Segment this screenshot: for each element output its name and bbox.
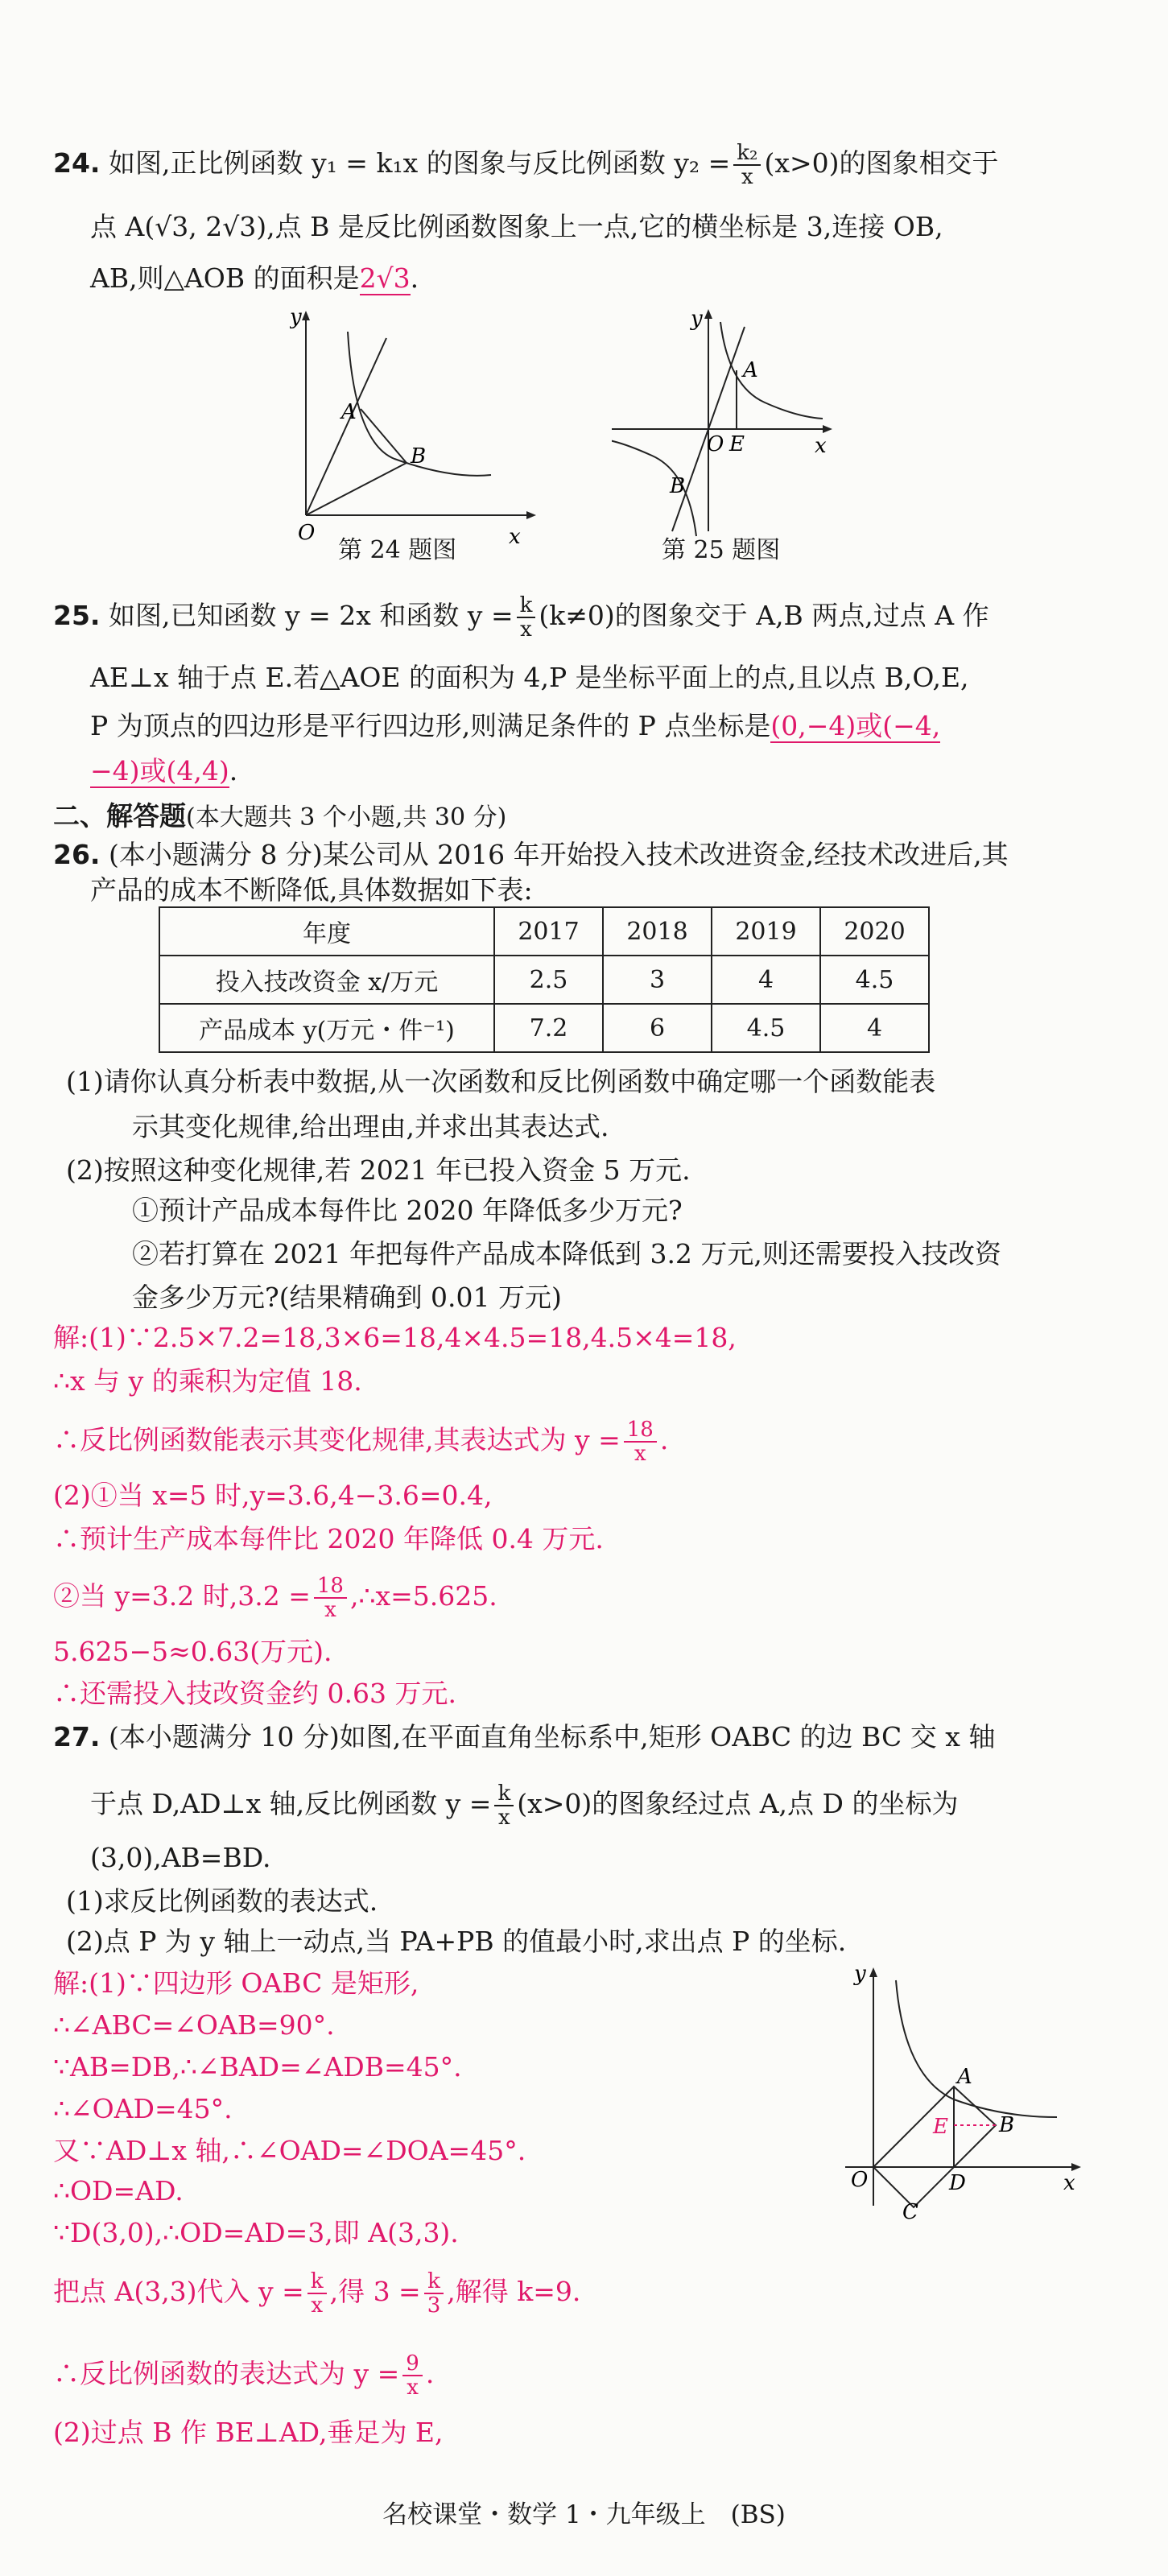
fig25-label-a: A [743, 358, 758, 382]
fig27-label-b: B [999, 2113, 1015, 2137]
q26-fraction-18-over-x: $\frac{18}{x}$ [624, 1418, 657, 1465]
q27-solution-line-4: ∴∠OAD=45°. [53, 2093, 233, 2124]
fig27-label-a: A [957, 2065, 972, 2089]
figure-27 [841, 1956, 1099, 2222]
table-cell: 年度 [159, 907, 494, 956]
q26-part-1-line-2: 示其变化规律,给出理由,并求出其表达式. [132, 1111, 609, 1142]
q27-fraction-9-over-x: $\frac{9}{x}$ [402, 2352, 423, 2399]
q25-line-2: AE⊥x 轴于点 E.若△AOE 的面积为 4,P 是坐标平面上的点,且以点 B,O,E, [90, 662, 969, 693]
q26-solution-line-2: ∴x 与 y 的乘积为定值 18. [53, 1365, 362, 1397]
fig25-caption: 第 25 题图 [662, 536, 781, 564]
fig27-label-y: y [854, 1962, 866, 1986]
table-cell: 投入技改资金 x/万元 [159, 956, 494, 1004]
q27-part-2: (2)点 P 为 y 轴上一动点,当 PA+PB 的值最小时,求出点 P 的坐标. [66, 1926, 847, 1957]
q27-part-1: (1)求反比例函数的表达式. [66, 1885, 378, 1917]
q26-data-table [159, 906, 930, 1053]
fig25-label-e: E [729, 432, 745, 456]
q27-solution-line-7: ∵D(3,0),∴OD=AD=3,即 A(3,3). [53, 2217, 459, 2248]
q26-solution-line-3: ∴反比例函数能表示其变化规律,其表达式为 y = $\frac{18}{x}$ . [53, 1418, 669, 1466]
fig24-line-oa [306, 338, 386, 515]
fig24-y-arrow [302, 311, 310, 320]
q26-part-2-sub-1: ①预计产品成本每件比 2020 年降低多少万元? [132, 1195, 683, 1226]
q25-line-4: −4)或(4,4). [90, 755, 238, 786]
q25-line-1: 25. 如图,已知函数 y = 2x 和函数 y = $\frac{k}{x}$ (k≠0)的图象交于 A,B 两点,过点 A 作 [53, 593, 989, 642]
q24-line-2: 点 A(√3, 2√3),点 B 是反比例函数图象上一点,它的横坐标是 3,连接 OB, [90, 211, 943, 242]
table-cell: 2019 [712, 907, 820, 956]
q24-number: 24. [53, 147, 101, 179]
q27-fraction-k-over-x-2: $\frac{k}{x}$ [307, 2270, 327, 2317]
q27-solution-line-3: ∵AB=DB,∴∠BAD=∠ADB=45°. [53, 2051, 462, 2083]
q26-line-1: 26. (本小题满分 8 分)某公司从 2016 年开始投入技术改进资金,经技术改进后,其 [53, 839, 1009, 870]
q26-solution-line-7: 5.625−5≈0.63(万元). [53, 1636, 332, 1667]
table-cell: 4 [820, 1004, 929, 1052]
table-cell: 7.2 [494, 1004, 603, 1052]
q26-part-1-line-1: (1)请你认真分析表中数据,从一次函数和反比例函数中确定哪一个函数能表 [66, 1066, 936, 1097]
q27-solution-line-6: ∴OD=AD. [53, 2175, 184, 2207]
q25-answer-part-1: (0,−4)或(−4, [770, 710, 941, 741]
table-cell: 4.5 [712, 1004, 820, 1052]
fig27-label-d: D [949, 2171, 966, 2195]
table-cell: 2018 [603, 907, 712, 956]
figure-25 [612, 298, 877, 539]
q27-solution-line-10: (2)过点 B 作 BE⊥AD,垂足为 E, [53, 2417, 444, 2448]
fig27-rectangle-oabc [873, 2087, 996, 2207]
fig25-label-y: y [691, 307, 703, 331]
q27-solution-line-1: 解:(1)∵四边形 OABC 是矩形, [53, 1967, 419, 1999]
q27-fraction-k-over-x: $\frac{k}{x}$ [494, 1782, 514, 1829]
q27-line-2: 于点 D,AD⊥x 轴,反比例函数 y = $\frac{k}{x}$ (x>0)的图象经过点 A,点 D 的坐标为 [90, 1781, 959, 1830]
q26-number: 26. [53, 839, 101, 870]
q27-line-1: 27. (本小题满分 10 分)如图,在平面直角坐标系中,矩形 OABC 的边 BC 交 x 轴 [53, 1721, 996, 1752]
fig24-segment-ab [361, 409, 407, 463]
q26-part-2-sub-2-line-2: 金多少万元?(结果精确到 0.01 万元) [132, 1282, 562, 1313]
fig25-label-b: B [670, 474, 686, 498]
q27-fraction-k-over-3: $\frac{k}{3}$ [424, 2270, 444, 2317]
table-row [159, 907, 929, 956]
q25-answer-part-2: −4)或(4,4) [90, 755, 229, 786]
table-cell: 2.5 [494, 956, 603, 1004]
q24-line-1 [53, 142, 998, 188]
q25-number: 25. [53, 600, 101, 631]
table-cell: 6 [603, 1004, 712, 1052]
fig27-label-x: x [1063, 2171, 1075, 2195]
fig24-x-arrow [526, 511, 536, 519]
q26-fraction-18-over-x-2: $\frac{18}{x}$ [314, 1575, 347, 1621]
fig27-x-arrow [1071, 2163, 1081, 2171]
fig25-y-arrow [704, 309, 712, 319]
q24-line-3: AB,则△AOB 的面积是2√3. [90, 262, 419, 294]
table-cell: 产品成本 y(万元・件⁻¹) [159, 1004, 494, 1052]
q24-answer: 2√3 [359, 262, 411, 294]
fig24-label-o: O [298, 521, 316, 545]
section-2-note: (本大题共 3 个小题,共 30 分) [186, 803, 507, 832]
q26-part-2-sub-2-line-1: ②若打算在 2021 年把每件产品成本降低到 3.2 万元,则还需要投入技改资 [132, 1238, 1001, 1269]
fig24-label-y: y [290, 306, 302, 329]
table-cell: 4 [712, 956, 820, 1004]
q25-line-3: P 为顶点的四边形是平行四边形,则满足条件的 P 点坐标是(0,−4)或(−4, [90, 710, 941, 741]
q26-solution-line-5: ∴预计生产成本每件比 2020 年降低 0.4 万元. [53, 1523, 604, 1554]
table-cell: 2020 [820, 907, 929, 956]
q26-solution-line-8: ∴还需投入技改资金约 0.63 万元. [53, 1678, 456, 1709]
section-2-heading [53, 799, 506, 836]
fig27-label-e: E [933, 2115, 948, 2139]
fig27-label-c: C [902, 2200, 918, 2222]
fig25-x-arrow [823, 425, 832, 433]
fig27-label-o: O [851, 2168, 869, 2192]
fig25-label-x: x [815, 434, 827, 458]
q26-part-2: (2)按照这种变化规律,若 2021 年已投入资金 5 万元. [66, 1154, 691, 1186]
q27-solution-line-2: ∴∠ABC=∠OAB=90°. [53, 2009, 335, 2041]
table-row [159, 1004, 929, 1052]
q26-line-2: 产品的成本不断降低,具体数据如下表: [90, 874, 533, 906]
table-row [159, 956, 929, 1004]
q24-text-1b: (x>0)的图象相交于 [764, 147, 999, 179]
fig27-hyperbola [896, 1980, 1057, 2117]
fig24-label-x: x [509, 525, 521, 547]
page-footer: 名校课堂・数学 1・九年级上 (BS) [382, 2500, 786, 2529]
fig24-label-a: A [341, 400, 357, 424]
fig24-caption: 第 24 题图 [338, 536, 457, 564]
table-cell: 3 [603, 956, 712, 1004]
table-cell: 4.5 [820, 956, 929, 1004]
q26-solution-line-6: ②当 y=3.2 时,3.2 = $\frac{18}{x}$ ,∴x=5.625. [53, 1574, 497, 1622]
q24-fraction: $\frac{\text{k₂}}{x}$ [733, 142, 761, 188]
fig24-label-b: B [411, 444, 427, 469]
q27-solution-line-9: ∴反比例函数的表达式为 y = $\frac{9}{x}$ . [53, 2351, 435, 2400]
table-cell: 2017 [494, 907, 603, 956]
section-2-title: 二、解答题 [53, 800, 186, 832]
q27-line-3: (3,0),AB=BD. [90, 1842, 271, 1873]
q26-solution-line-1: 解:(1)∵2.5×7.2=18,3×6=18,4×4.5=18,4.5×4=18, [53, 1322, 737, 1353]
q27-solution-line-5: 又∵AD⊥x 轴,∴∠OAD=∠DOA=45°. [53, 2135, 526, 2166]
fig25-label-o: O [707, 432, 724, 456]
q27-solution-line-8: 把点 A(3,3)代入 y = $\frac{k}{x}$ ,得 3 = $\frac{k}{3}$ ,解得 k=9. [53, 2269, 581, 2318]
fig27-y-arrow [869, 1967, 877, 1977]
q25-fraction: $\frac{k}{x}$ [517, 594, 536, 641]
q26-solution-line-4: (2)①当 x=5 时,y=3.6,4−3.6=0.4, [53, 1480, 493, 1511]
fig24-segment-ob [306, 463, 407, 515]
q24-text-1a: 如图,正比例函数 y₁ = k₁x 的图象与反比例函数 y₂ = [108, 147, 731, 179]
q27-number: 27. [53, 1721, 101, 1752]
figure-24 [290, 306, 547, 547]
